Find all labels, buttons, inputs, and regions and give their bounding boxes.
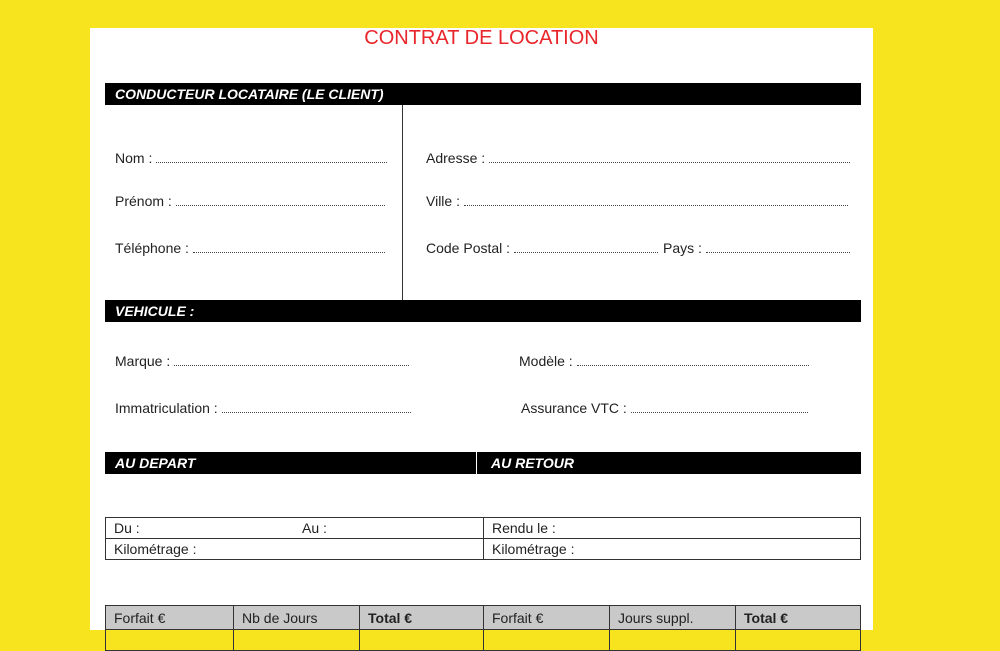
- page-title: CONTRAT DE LOCATION: [364, 27, 599, 49]
- client-section-header: CONDUCTEUR LOCATAIRE (LE CLIENT): [105, 83, 861, 105]
- table-row: [106, 539, 861, 560]
- header-total-depart: Total €: [360, 606, 484, 630]
- prenom-field[interactable]: [115, 193, 385, 209]
- rendu-le-label: Rendu le :: [492, 520, 556, 536]
- du-au-cell[interactable]: [106, 518, 484, 539]
- header-forfait-depart: Forfait €: [106, 606, 234, 630]
- km-depart-cell[interactable]: [106, 539, 484, 560]
- header-total-retour: Total €: [736, 606, 861, 630]
- table-row: [106, 630, 861, 651]
- ville-label: Ville :: [426, 193, 460, 209]
- cell[interactable]: [610, 630, 736, 651]
- modele-label: Modèle :: [519, 353, 573, 369]
- nom-label: Nom :: [115, 150, 153, 166]
- cell[interactable]: [106, 630, 234, 651]
- code-postal-field[interactable]: [426, 240, 658, 256]
- du-label: Du :: [114, 520, 140, 536]
- pays-field[interactable]: [663, 240, 850, 256]
- immatriculation-field[interactable]: [115, 400, 411, 416]
- header-nb-jours: Nb de Jours: [234, 606, 360, 630]
- prenom-label: Prénom :: [115, 193, 172, 209]
- cell[interactable]: [736, 630, 861, 651]
- assurance-field[interactable]: [521, 400, 808, 416]
- immatriculation-label: Immatriculation :: [115, 400, 218, 416]
- telephone-label: Téléphone :: [115, 240, 189, 256]
- cell[interactable]: [484, 630, 610, 651]
- rendu-le-cell[interactable]: [484, 518, 861, 539]
- telephone-field[interactable]: [115, 240, 385, 256]
- cell[interactable]: [234, 630, 360, 651]
- marque-field[interactable]: [115, 353, 409, 369]
- table-row: [106, 518, 861, 539]
- modele-field[interactable]: [519, 353, 809, 369]
- code-postal-label: Code Postal :: [426, 240, 511, 256]
- cell[interactable]: [360, 630, 484, 651]
- header-jours-suppl: Jours suppl.: [610, 606, 736, 630]
- km-depart-label: Kilométrage :: [114, 541, 197, 557]
- ville-field[interactable]: [426, 193, 848, 209]
- vehicule-section-header: VEHICULE :: [105, 300, 861, 322]
- km-retour-cell[interactable]: [484, 539, 861, 560]
- adresse-field[interactable]: [426, 150, 850, 166]
- depart-section-header: AU DEPART: [105, 452, 476, 474]
- retour-section-header: AU RETOUR: [477, 452, 861, 474]
- marque-label: Marque :: [115, 353, 171, 369]
- header-forfait-retour: Forfait €: [484, 606, 610, 630]
- assurance-label: Assurance VTC :: [521, 400, 627, 416]
- pays-label: Pays :: [663, 240, 702, 256]
- divider: [402, 105, 403, 300]
- au-label: Au :: [302, 520, 327, 536]
- tarifs-table: [105, 605, 861, 651]
- nom-field[interactable]: [115, 150, 387, 166]
- adresse-label: Adresse :: [426, 150, 486, 166]
- table-header-row: [106, 606, 861, 630]
- depart-retour-table: [105, 517, 861, 560]
- km-retour-label: Kilométrage :: [492, 541, 575, 557]
